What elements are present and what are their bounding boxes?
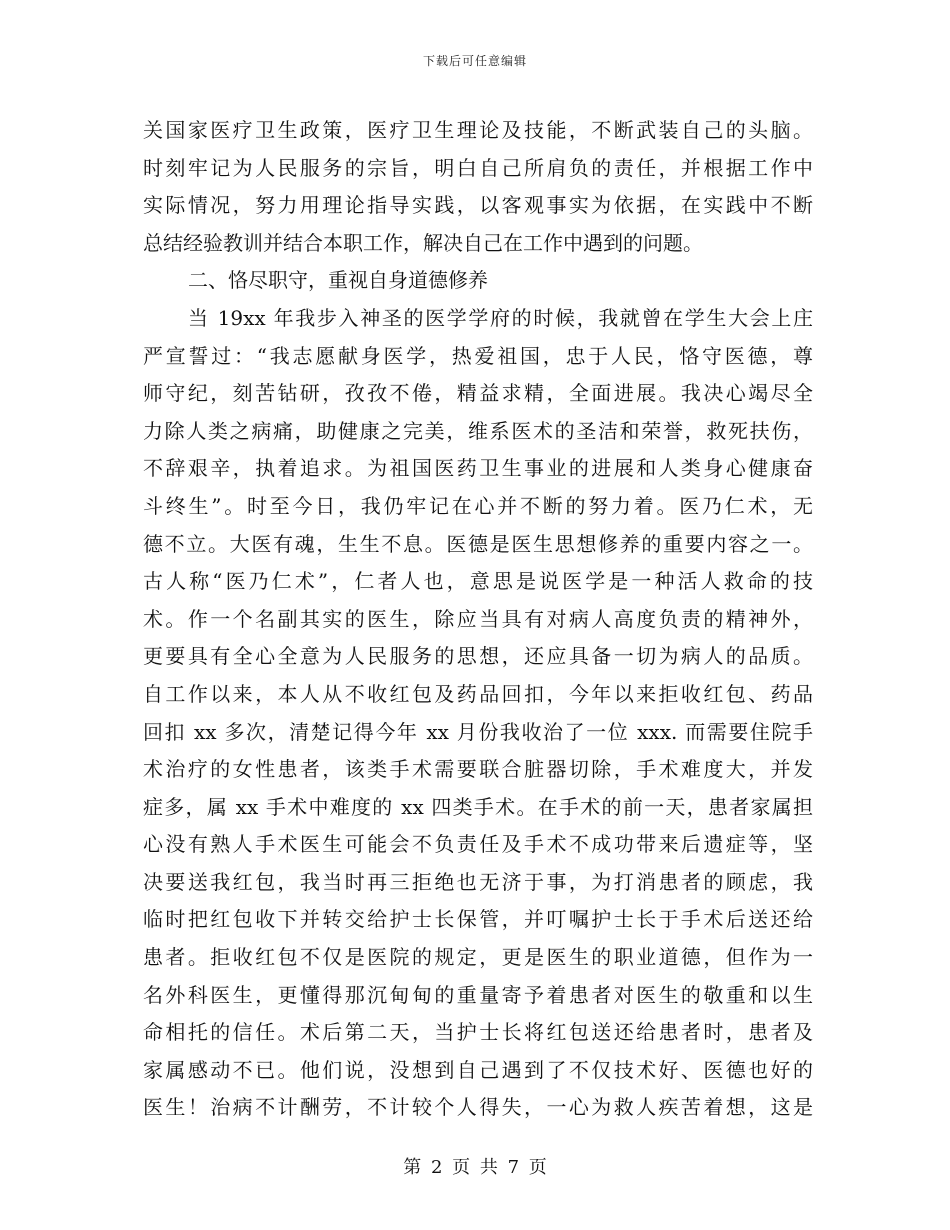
text-line: 自工作以来，本人从不收红包及药品回扣，今年以来拒收红包、药品 bbox=[143, 681, 813, 706]
page-number: 第 2 页 共 7 页 bbox=[403, 1157, 547, 1178]
section-heading: 二、恪尽职守，重视自身道德修养 bbox=[188, 268, 488, 293]
text-line: 关国家医疗卫生政策，医疗卫生理论及技能，不断武装自己的头脑。 bbox=[143, 118, 813, 142]
page-header: 下载后可任意编辑 bbox=[422, 54, 527, 68]
text-line: 斗终生”。时至今日，我仍牢记在心并不断的努力着。医乃仁术，无 bbox=[143, 493, 813, 518]
text-line: 力除人类之病痛，助健康之完美，维系医术的圣洁和荣誉，救死扶伤， bbox=[143, 418, 813, 443]
text-line: 命相托的信任。术后第二天，当护士长将红包送还给患者时，患者及 bbox=[143, 1020, 813, 1045]
text-line: 德不立。大医有魂，生生不息。医德是医生思想修养的重要内容之一。 bbox=[143, 531, 813, 556]
text-line: 术。作一个名副其实的医生，除应当具有对病人高度负责的精神外， bbox=[143, 606, 813, 631]
text-line: 实际情况，努力用理论指导实践，以客观事实为依据，在实践中不断 bbox=[143, 193, 813, 218]
text-line: 心没有熟人手术医生可能会不负责任及手术不成功带来后遗症等，坚 bbox=[143, 832, 813, 857]
text-line: 古人称“医乃仁术”，仁者人也，意思是说医学是一种活人救命的技 bbox=[143, 569, 813, 594]
text-line: 不辞艰辛，执着追求。为祖国医药卫生事业的进展和人类身心健康奋 bbox=[143, 456, 813, 481]
text-line: 家属感动不已。他们说，没想到自己遇到了不仅技术好、医德也好的 bbox=[143, 1057, 813, 1082]
text-line: 回扣 xx 多次，清楚记得今年 xx 月份我收治了一位 xxx. 而需要住院手 bbox=[143, 719, 813, 744]
text-line: 严宣誓过：“我志愿献身医学，热爱祖国，忠于人民，恪守医德，尊 bbox=[143, 343, 813, 368]
text-line: 时刻牢记为人民服务的宗旨，明白自己所肩负的责任，并根据工作中 bbox=[143, 155, 813, 180]
text-line: 医生！治病不计酬劳，不计较个人得失，一心为救人疾苦着想，这是 bbox=[143, 1095, 813, 1120]
text-line: 师守纪，刻苦钻研，孜孜不倦，精益求精，全面进展。我决心竭尽全 bbox=[143, 381, 813, 406]
text-line: 名外科医生，更懂得那沉甸甸的重量寄予着患者对医生的敬重和以生 bbox=[143, 982, 813, 1007]
text-line: 当 19xx 年我步入神圣的医学学府的时候，我就曾在学生大会上庄 bbox=[188, 305, 813, 330]
text-line: 决要送我红包，我当时再三拒绝也无济于事，为打消患者的顾虑，我 bbox=[143, 869, 813, 894]
text-line: 症多，属 xx 手术中难度的 xx 四类手术。在手术的前一天，患者家属担 bbox=[143, 794, 813, 819]
text-line: 临时把红包收下并转交给护士长保管，并叮嘱护士长于手术后送还给 bbox=[143, 907, 813, 932]
text-line: 总结经验教训并结合本职工作，解决自己在工作中遇到的问题。 bbox=[143, 230, 703, 255]
text-line: 术治疗的女性患者，该类手术需要联合脏器切除，手术难度大，并发 bbox=[143, 757, 813, 782]
text-line: 患者。拒收红包不仅是医院的规定，更是医生的职业道德，但作为一 bbox=[143, 945, 813, 970]
document-body bbox=[143, 112, 813, 1127]
text-line: 更要具有全心全意为人民服务的思想，还应具备一切为病人的品质。 bbox=[143, 644, 813, 669]
